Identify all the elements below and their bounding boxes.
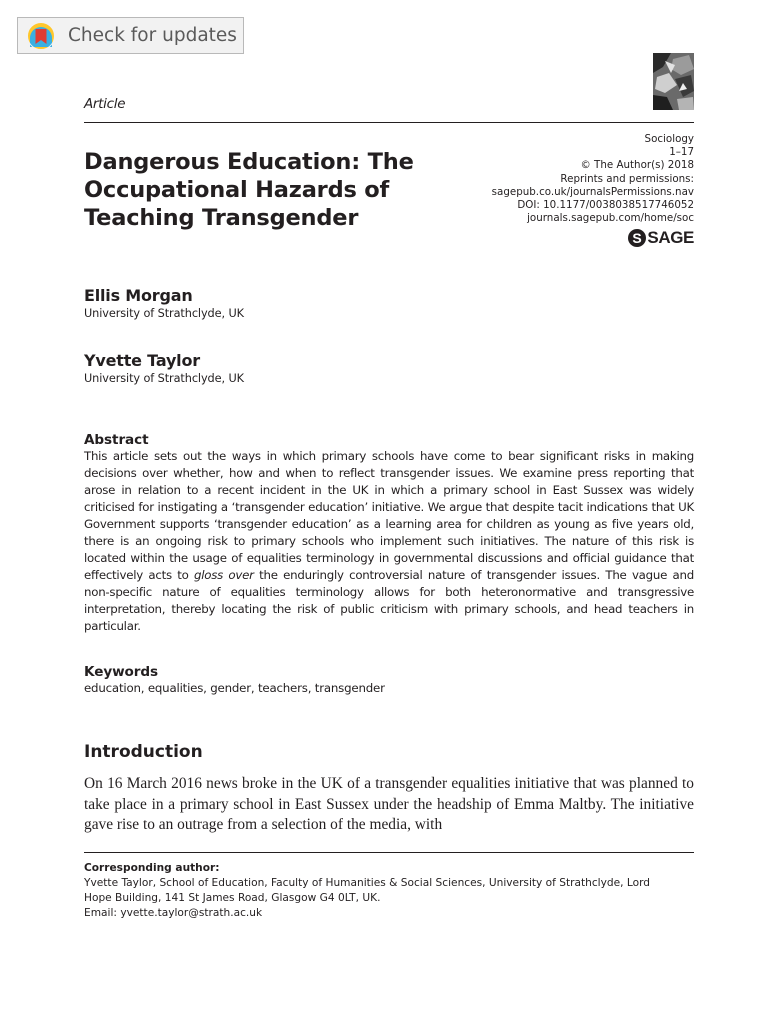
sage-logo [628, 228, 694, 248]
check-for-updates-button[interactable] [17, 17, 244, 54]
abstract-heading: Abstract [84, 432, 149, 448]
permissions-link[interactable]: sagepub.co.uk/journalsPermissions.nav [491, 185, 694, 198]
journal-home-link[interactable]: journals.sagepub.com/home/soc [527, 212, 694, 225]
sage-wordmark: SAGE [647, 228, 694, 247]
keywords-section [84, 664, 694, 697]
author-affiliation: University of Strathclyde, UK [84, 372, 244, 385]
abstract-text [84, 448, 694, 635]
author-block [84, 351, 244, 385]
article-type-label: Article [84, 96, 126, 112]
author-block [84, 286, 244, 320]
reprints-label: Reprints and permissions: [560, 172, 694, 185]
introduction-heading: Introduction [84, 742, 203, 762]
abstract-emphasis: gloss over [194, 568, 254, 582]
corresponding-author-email[interactable]: Email: yvette.taylor@strath.ac.uk [84, 907, 263, 919]
sage-s-icon [628, 229, 646, 247]
author-affiliation: University of Strathclyde, UK [84, 307, 244, 320]
keywords-list: education, equalities, gender, teachers, transgender [84, 681, 385, 695]
journal-cover-image [653, 53, 694, 110]
corresponding-author-address: Hope Building, 141 St James Road, Glasgow G4 0LT, UK. [84, 892, 381, 904]
keywords-heading: Keywords [84, 664, 158, 680]
title-line: Occupational Hazards of [84, 177, 390, 203]
title-line: Dangerous Education: The [84, 149, 414, 175]
doi-link[interactable]: DOI: 10.1177/0038038517746052 [517, 199, 694, 212]
check-for-updates-label: Check for updates [68, 25, 237, 46]
abstract-text-part: the enduringly controversial nature of transgender issues. The vague and non-specific nature of equalities terminology allows for both heteronormative and transgressive interpretation, thereby locating the risk of public criticism with primary schools, and head teachers in particular. [84, 568, 694, 633]
corresponding-author-heading: Corresponding author: [84, 862, 220, 874]
page-range: 1–17 [669, 146, 694, 159]
crossmark-icon [26, 21, 56, 51]
abstract-section [84, 432, 694, 635]
author-name: Ellis Morgan [84, 286, 193, 305]
journal-metadata [492, 133, 694, 225]
copyright: © The Author(s) 2018 [580, 159, 694, 172]
title-line: Teaching Transgender [84, 205, 359, 231]
footnote-rule [84, 852, 694, 853]
corresponding-author-note [84, 861, 699, 921]
journal-name: Sociology [644, 133, 694, 145]
corresponding-author-address: Yvette Taylor, School of Education, Faculty of Humanities & Social Sciences, University of Strathclyde, Lord [84, 877, 650, 889]
article-title [84, 148, 474, 232]
author-name: Yvette Taylor [84, 351, 200, 370]
header-rule [84, 122, 694, 123]
svg-text:S: S [632, 230, 643, 246]
abstract-text-part: This article sets out the ways in which primary schools have come to bear significant risks in making decisions over whether, how and when to reflect transgender issues. We examine press reporting that arose in relation to a recent incident in the UK in which a primary school in East Sussex was widely criticised for instigating a ‘transgender education’ initiative. We argue that despite tacit indications that UK Government supports ‘transgender education’ as a learning area for children as young as five years old, there is an ongoing risk to primary schools who implement such initiatives. The nature of this risk is located within the usage of equalities terminology in governmental discussions and official guidance that effectively acts to [84, 449, 694, 582]
introduction-text: On 16 March 2016 news broke in the UK of a transgender equalities initiative that was planned to take place in a primary school in East Sussex under the headship of Emma Maltby. The initiative gave rise to an outrage from a selection of the media, with [84, 775, 694, 833]
